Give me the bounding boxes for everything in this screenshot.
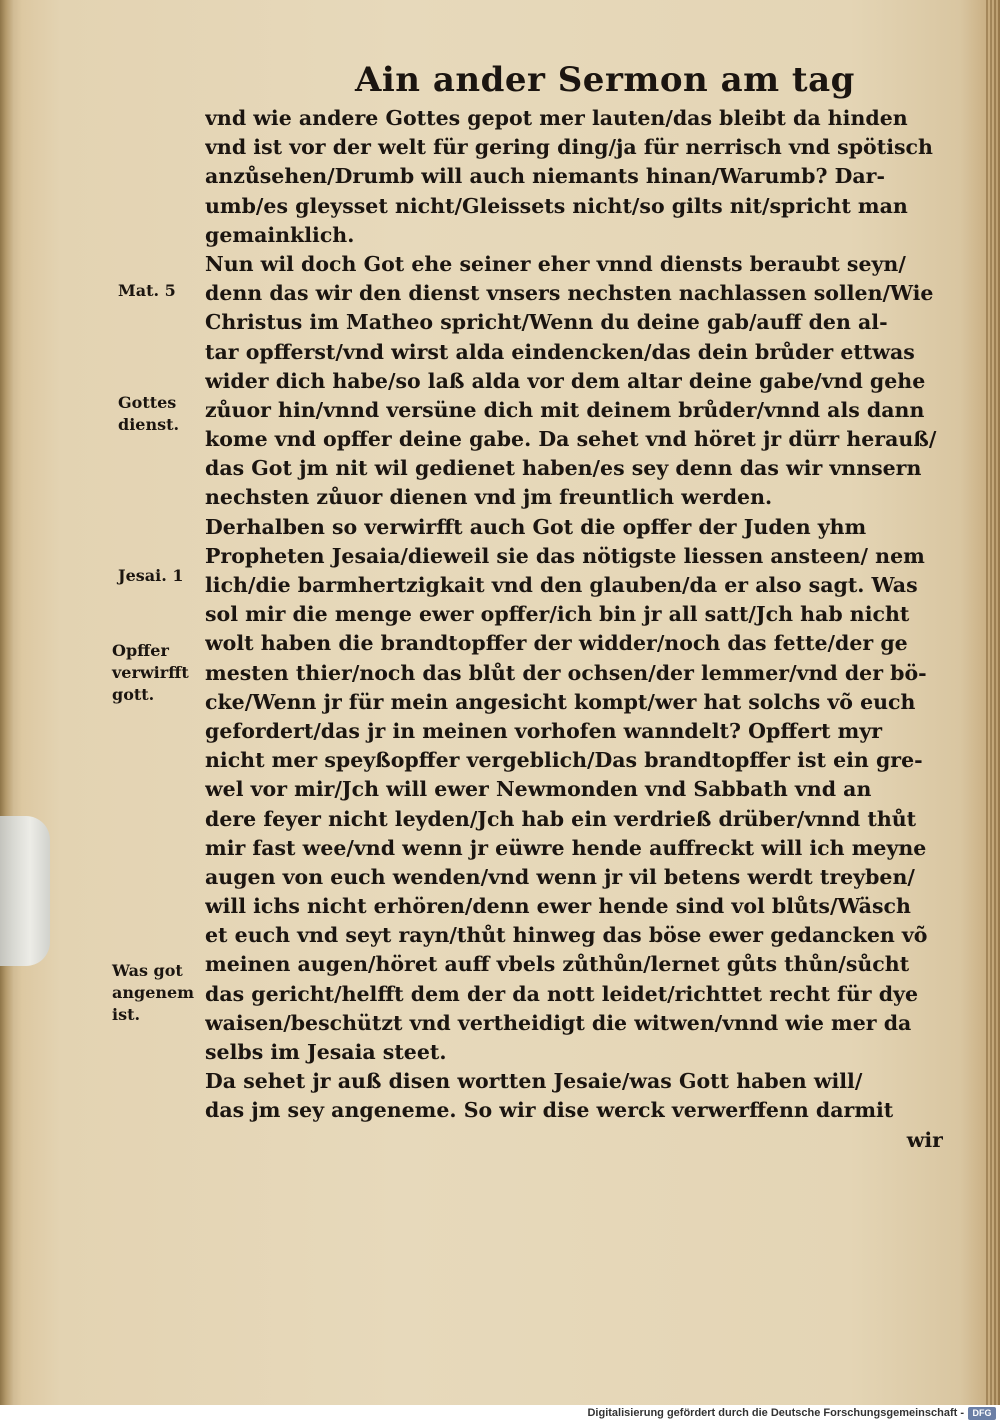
text-line: Propheten Jesaia/dieweil sie das nötigste liessen ansteen/ nem — [205, 543, 925, 568]
margin-note — [118, 280, 176, 302]
margin-note — [112, 960, 194, 1026]
margin-note — [118, 392, 179, 436]
margin-note-line: Opffer — [112, 641, 169, 660]
margin-note-line: gott. — [112, 685, 155, 704]
text-line: zůuor hin/vnnd versüne dich mit deinem brůder/vnnd als dann — [205, 397, 925, 422]
text-line: wider dich habe/so laß alda vor dem altar deine gabe/vnd gehe — [205, 368, 926, 393]
text-line: vnd wie andere Gottes gepot mer lauten/das bleibt da hinden — [205, 106, 908, 130]
text-line: selbs im Jesaia steet. — [205, 1040, 447, 1064]
page-edges — [986, 0, 1000, 1405]
text-line: nechsten zůuor dienen vnd jm freuntlich werden. — [205, 485, 773, 510]
margin-note-line: dienst. — [118, 415, 180, 434]
text-line: das gericht/helfft dem der da nott leidet/richttet recht für dye — [205, 981, 918, 1006]
text-line: dere feyer nicht leyden/Jch hab ein verdrieß drüber/vnnd thůt — [205, 806, 917, 831]
page-clip — [0, 816, 50, 966]
text-line: mir fast wee/vnd wenn jr eüwre hende auffreckt will ich meyne — [205, 835, 927, 860]
text-line: lich/die barmhertzigkait vnd den glauben/da er also sagt. Was — [205, 573, 918, 597]
margin-note-line: Jesai. 1 — [118, 566, 184, 585]
text-line: will ichs nicht erhören/denn ewer hende sind vol blůts/Wäsch — [205, 894, 911, 919]
text-line: gemainklich. — [205, 222, 355, 247]
running-head: Ain ander Sermon am tag — [355, 60, 855, 100]
margin-note-line: verwirfft — [112, 663, 189, 682]
margin-note-line: Was got — [112, 961, 183, 980]
text-line: meinen augen/höret auff vbels zůthůn/lernet gůts thůn/sůcht — [205, 952, 910, 977]
text-line: umb/es gleysset nicht/Gleissets nicht/so gilts nit/spricht man — [205, 193, 908, 218]
margin-note — [118, 565, 183, 587]
text-line: anzůsehen/Drumb will auch niemants hinan/Warumb? Dar- — [205, 164, 885, 189]
margin-note-line: Gottes — [118, 393, 177, 412]
text-line: cke/Wenn jr für mein angesicht kompt/wer hat solchs võ euch — [205, 689, 916, 714]
text-line: tar opfferst/vnd wirst alda eindencken/das dein brůder ettwas — [205, 339, 915, 364]
text-line: wel vor mir/Jch will ewer Newmonden vnd Sabbath vnd an — [205, 777, 872, 802]
text-line: augen von euch wenden/vnd wenn jr vil betens werdt treyben/ — [205, 864, 915, 889]
text-line: Nun wil doch Got ehe seiner eher vnnd diensts beraubt seyn/ — [205, 251, 906, 276]
text-line: Christus im Matheo spricht/Wenn du deine gab/auff den al- — [205, 310, 888, 335]
margin-note-line: ist. — [112, 1005, 141, 1024]
text-line: waisen/beschützt vnd vertheidigt die witwen/vnnd wie mer da — [205, 1010, 912, 1035]
margin-note — [112, 640, 189, 706]
text-line: gefordert/das jr in meinen vorhofen wanndelt? Opffert myr — [205, 718, 883, 743]
margin-note-line: angenem — [112, 983, 195, 1002]
footer-credit: Digitalisierung gefördert durch die Deutsche Forschungsgemeinschaft - — [587, 1407, 964, 1419]
text-line: Derhalben so verwirfft auch Got die opffer der Juden yhm — [205, 514, 867, 539]
text-line: denn das wir den dienst vnsers nechsten nachlassen sollen/Wie — [205, 281, 934, 306]
margin-note-line: Mat. 5 — [118, 281, 176, 300]
body-text — [205, 104, 943, 1155]
dfg-logo-icon: DFG — [968, 1407, 996, 1420]
text-line: Da sehet jr auß disen wortten Jesaie/was Gott haben will/ — [205, 1069, 863, 1094]
text-line: wolt haben die brandtopffer der widder/noch das fette/der ge — [205, 631, 908, 656]
text-line: nicht mer speyßopffer vergeblich/Das brandtopffer ist ein gre- — [205, 748, 923, 773]
text-line: vnd ist vor der welt für gering ding/ja für nerrisch vnd spötisch — [205, 135, 933, 160]
catchword: wir — [906, 1127, 943, 1152]
book-spine-shadow — [0, 0, 22, 1405]
text-line: das Got jm nit wil gedienet haben/es sey denn das wir vnnsern — [205, 456, 922, 481]
text-line: et euch vnd seyt rayn/thůt hinweg das böse ewer gedancken võ — [205, 923, 928, 948]
text-line: mesten thier/noch das blůt der ochsen/der lemmer/vnd der bö- — [205, 660, 927, 685]
text-line: das jm sey angeneme. So wir dise werck verwerffenn darmit — [205, 1098, 894, 1123]
text-line: sol mir die menge ewer opffer/ich bin jr all satt/Jch hab nicht — [205, 602, 910, 627]
text-line: kome vnd opffer deine gabe. Da sehet vnd höret jr dürr herauß/ — [205, 427, 937, 452]
